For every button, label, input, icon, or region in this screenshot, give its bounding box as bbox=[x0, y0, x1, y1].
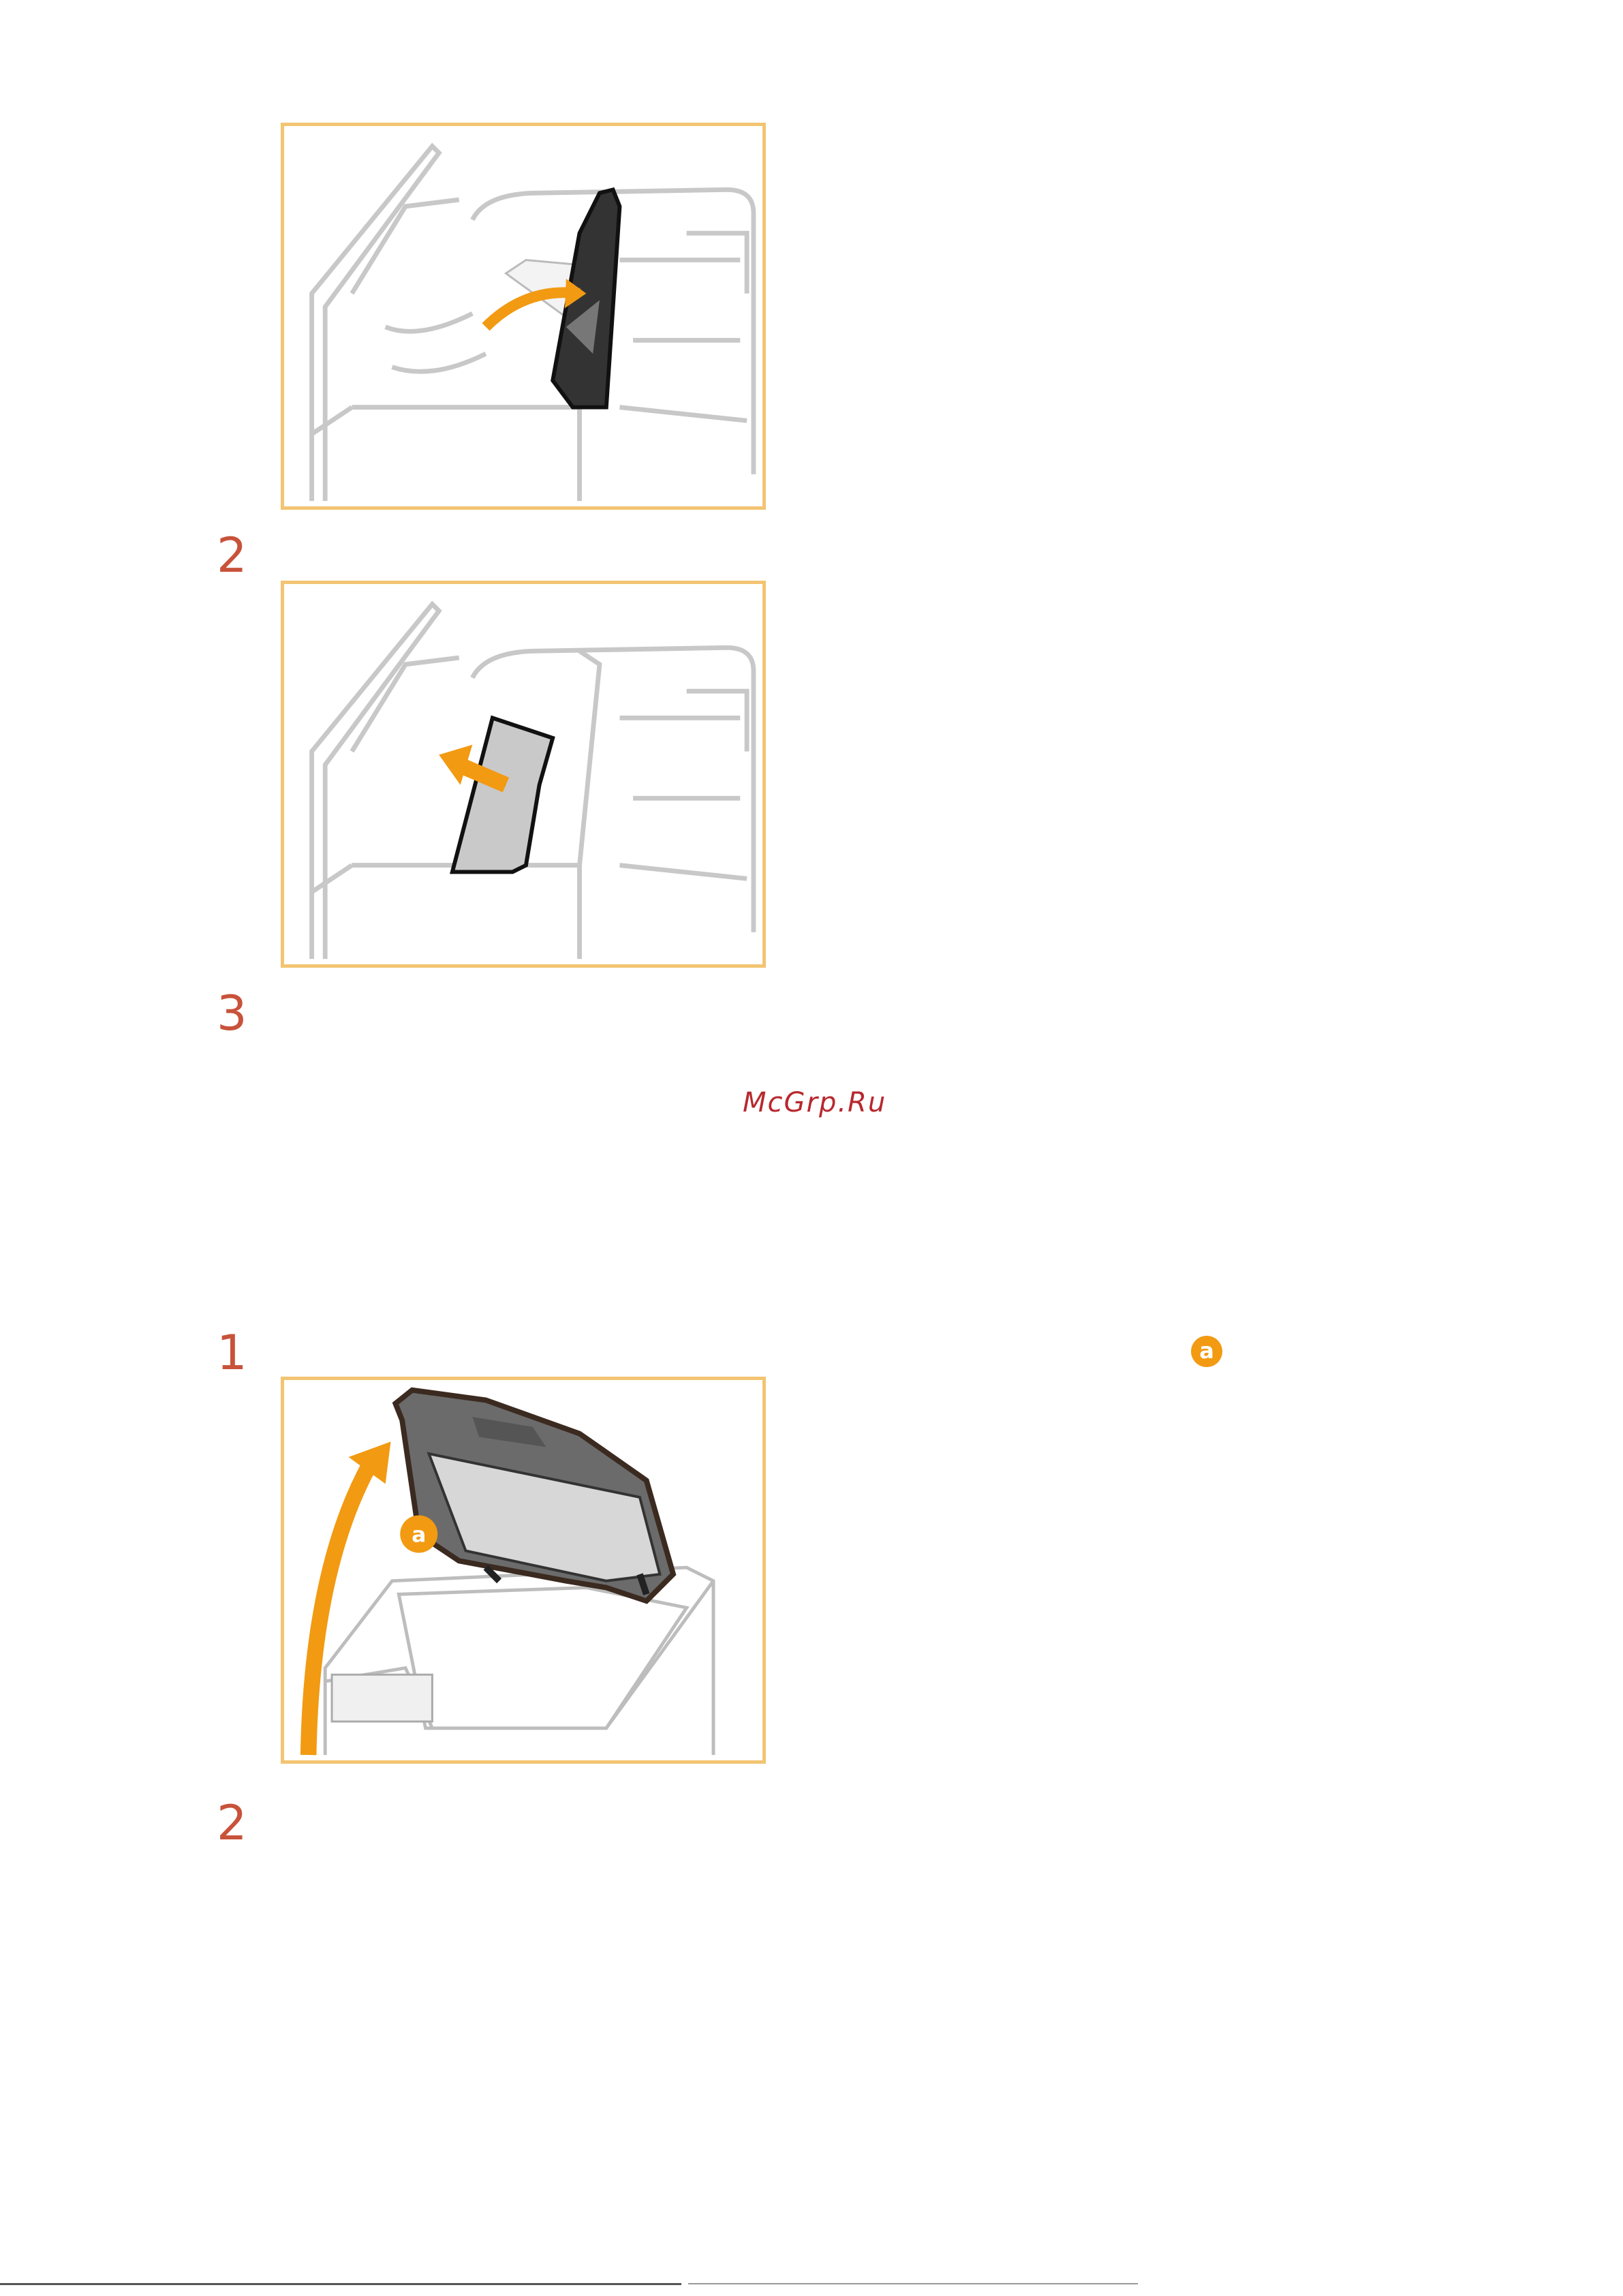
lift-feeder-drawing bbox=[284, 1380, 762, 1760]
watermark: McGrp.Ru bbox=[743, 1087, 887, 1118]
callout-badge: a bbox=[1191, 1336, 1222, 1367]
footer-rule bbox=[0, 2283, 681, 2285]
adf-guide-drawing bbox=[284, 126, 762, 506]
illustration-open-guide bbox=[281, 123, 766, 510]
illustration-remove-paper bbox=[281, 581, 766, 968]
step-number: 3 bbox=[217, 985, 247, 1041]
step-number: 2 bbox=[217, 527, 247, 583]
paper-removal-drawing bbox=[284, 584, 762, 964]
figure-callout-label: a bbox=[412, 1522, 427, 1548]
step-number: 2 bbox=[217, 1795, 247, 1851]
step-number: 1 bbox=[217, 1325, 247, 1381]
footer-rule bbox=[688, 2283, 1138, 2284]
illustration-lift-feeder bbox=[281, 1377, 766, 1764]
